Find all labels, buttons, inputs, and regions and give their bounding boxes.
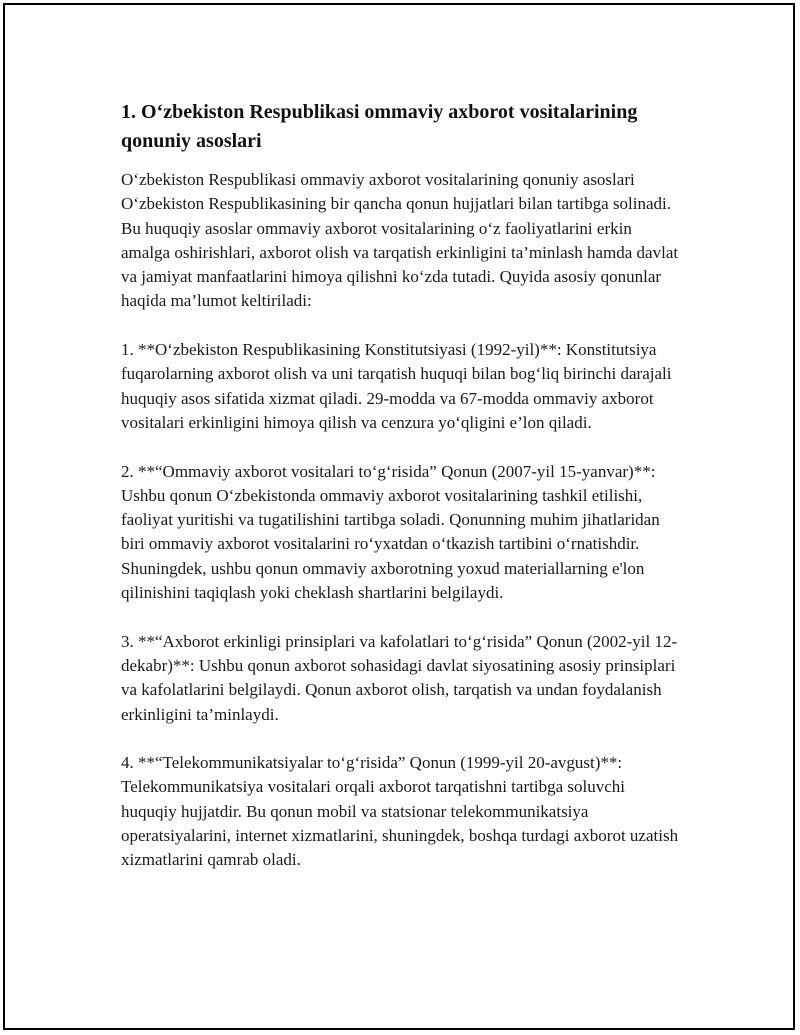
intro-paragraph: O‘zbekiston Respublikasi ommaviy axborot vositalarining qonuniy asoslari O‘zbekiston Respublikasining bir qancha qonun hujjatlari bilan tartibga solinadi. Bu huquqiy asoslar ommaviy axborot vositalarining o‘z faoliyatlarini erkin amalga oshirishlari, axborot olish va tarqatish erkinligini ta’minlash hamda davlat va jamiyat manfaatlarini himoya qilishni ko‘zda tutadi. Quyida asosiy qonunlar haqida ma’lumot keltiriladi: (121, 170, 679, 311)
document-body (121, 98, 683, 897)
section-heading: 1. O‘zbekiston Respublikasi ommaviy axborot vositalarining qonuniy asoslari (121, 101, 638, 152)
law-item-constitution: 1. **O‘zbekiston Respublikasining Konstitutsiyasi (1992-yil)**: Konstitutsiya fuqarolarning axborot olish va uni tarqatish huquqi bilan bog‘liq birinchi darajali huquqiy asos sifatida xizmat qiladi. 29-modda va 67-modda ommaviy axborot vositalari erkinligini himoya qilish va cenzura yo‘qligini e’lon qiladi. (121, 340, 672, 432)
law-item-telecommunications: 4. **“Telekommunikatsiyalar to‘g‘risida” Qonun (1999-yil 20-avgust)**: Telekommunikatsiya vositalari orqali axborot tarqatishni tartibga soluvchi huquqiy hujjatdir. Bu qonun mobil va statsionar telekommunikatsiya operatsiyalarini, internet xizmatlarini, shuningdek, boshqa turdagi axborot uzatish xizmatlarini qamrab oladi. (121, 753, 679, 870)
law-item-information-freedom: 3. **“Axborot erkinligi prinsiplari va kafolatlari to‘g‘risida” Qonun (2002-yil 12-dekabr)**: Ushbu qonun axborot sohasidagi davlat siyosatining asosiy prinsiplari va kafolatlarini belgilaydi. Qonun axborot olish, tarqatish va undan foydalanish erkinligini ta’minlaydi. (121, 631, 678, 724)
document-page (3, 3, 795, 1030)
law-item-mass-media: 2. **“Ommaviy axborot vositalari to‘g‘risida” Qonun (2007-yil 15-yanvar)**: Ushbu qonun O‘zbekistonda ommaviy axborot vositalarining tashkil etilishi, faoliyat yuritishi va tugatilishini tartibga soladi. Qonunning muhim jihatlaridan biri ommaviy axborot vositalarini ro‘yxatdan o‘tkazish tartibini o‘rnatishdir. Shuningdek, ushbu qonun ommaviy axborotning yoxud materiallarning e'lon qilinishini taqiqlash yoki cheklash shartlarini belgilaydi. (121, 461, 660, 603)
